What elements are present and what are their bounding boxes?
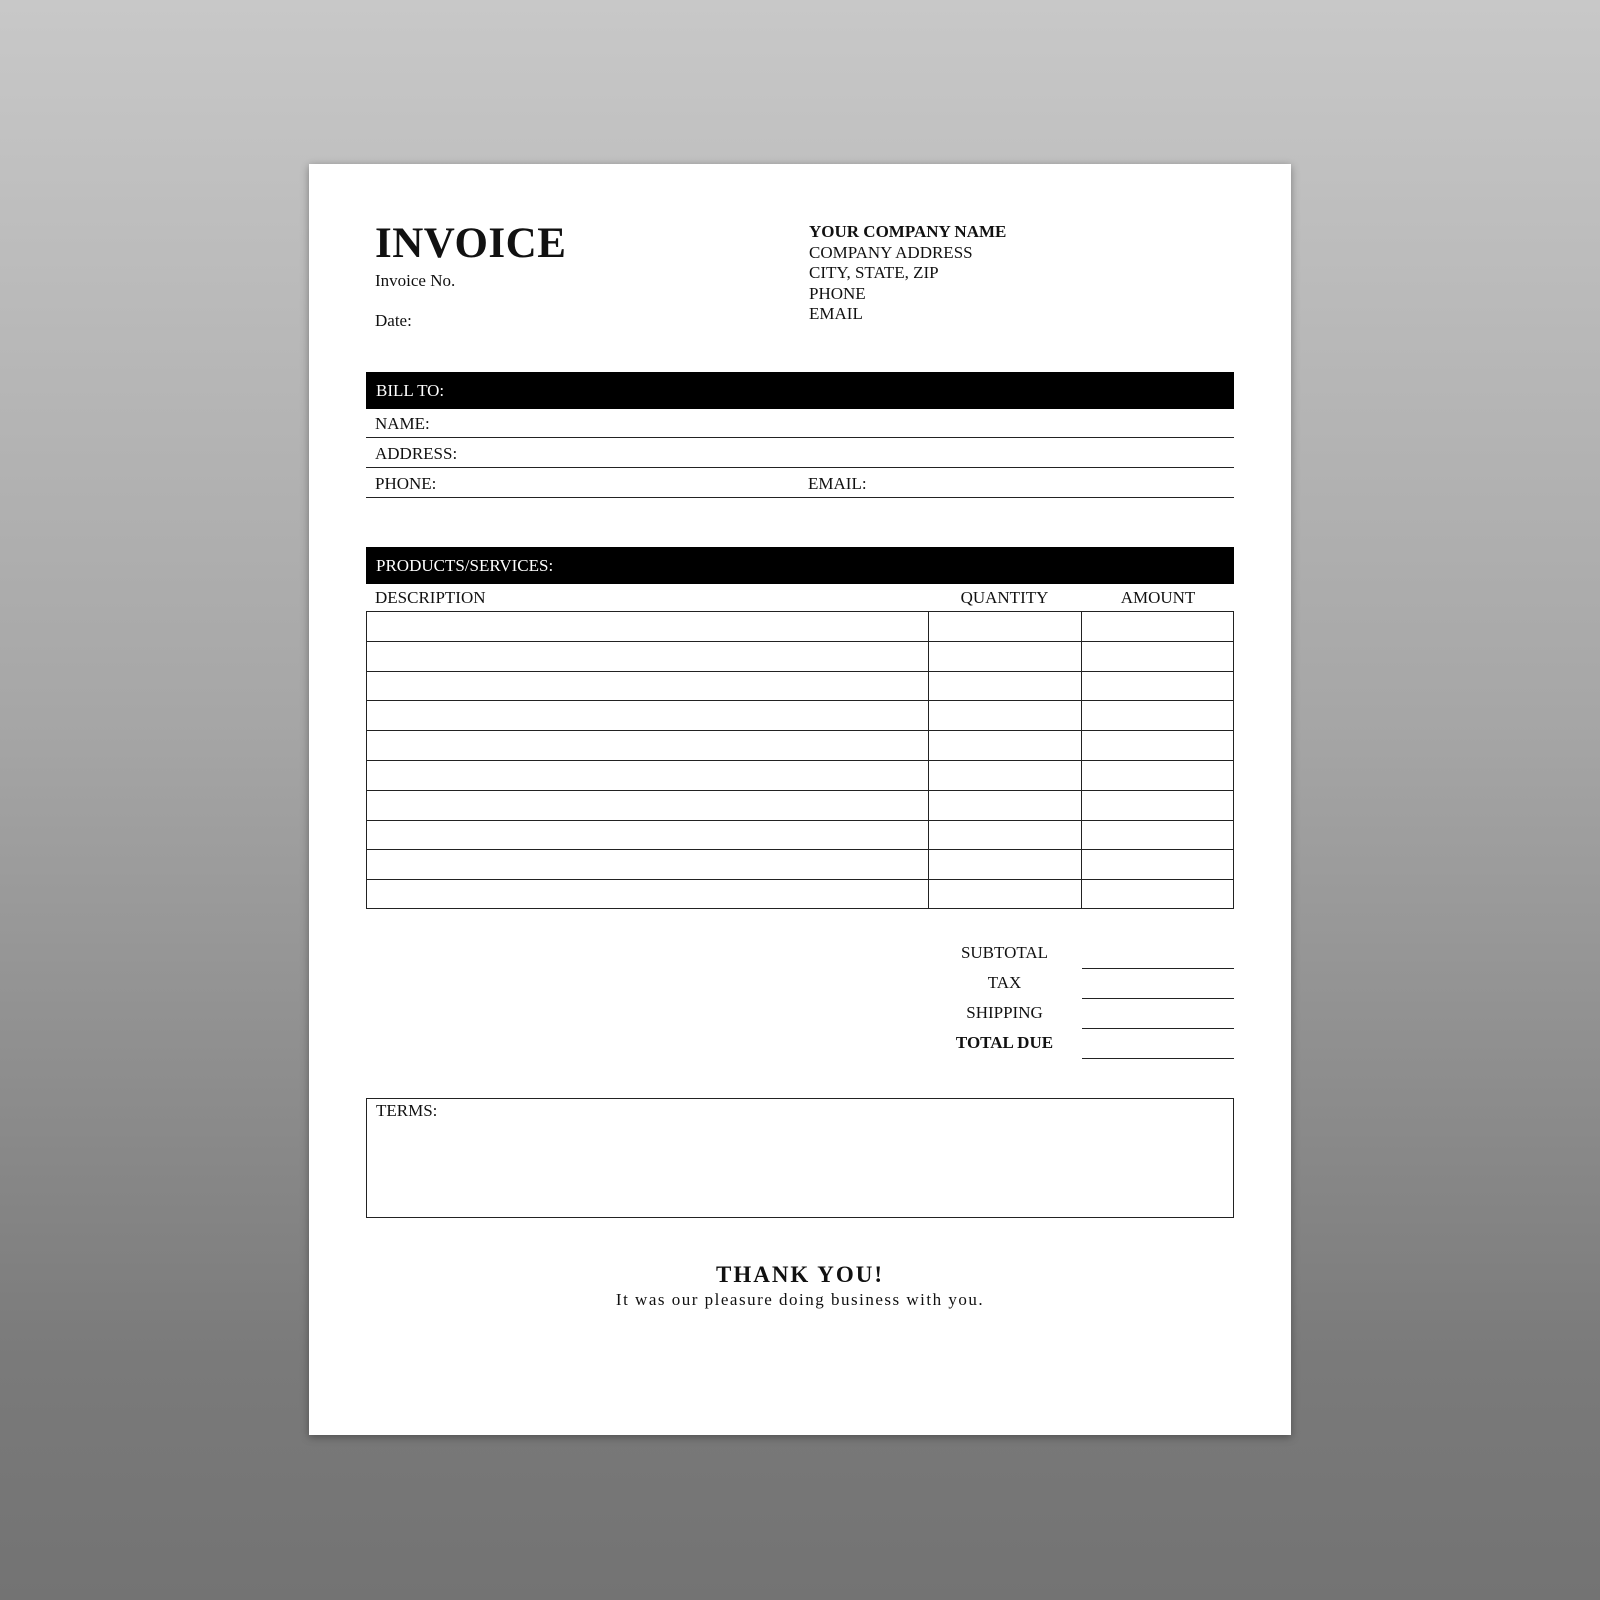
- description-cell[interactable]: [367, 880, 928, 910]
- amount-cell[interactable]: [1081, 701, 1233, 730]
- item-row: [367, 821, 1233, 851]
- thank-you-message-wrap: [309, 1291, 1291, 1310]
- tax-label: TAX: [987, 973, 1022, 992]
- company-email: EMAIL: [809, 304, 863, 323]
- bill-to-email-label: EMAIL:: [808, 474, 867, 493]
- quantity-cell[interactable]: [928, 791, 1081, 820]
- thank-you-heading: [309, 1263, 1291, 1287]
- quantity-cell[interactable]: [928, 761, 1081, 790]
- shipping-field[interactable]: [1082, 1028, 1234, 1029]
- items-table: [366, 611, 1234, 909]
- bill-to-name-label: NAME:: [375, 414, 430, 433]
- description-cell[interactable]: [367, 612, 928, 641]
- item-row: [367, 761, 1233, 791]
- item-row: [367, 672, 1233, 702]
- amount-column-header: AMOUNT: [1120, 588, 1196, 607]
- products-header: PRODUCTS/SERVICES:: [366, 547, 1234, 584]
- company-block: [809, 222, 1006, 325]
- subtotal-label: SUBTOTAL: [960, 943, 1049, 962]
- invoice-sheet: [309, 164, 1291, 1435]
- quantity-cell[interactable]: [928, 880, 1081, 910]
- quantity-column-header: QUANTITY: [960, 588, 1049, 607]
- amount-cell[interactable]: [1081, 761, 1233, 790]
- bill-to-address-row[interactable]: [366, 439, 1234, 468]
- quantity-cell[interactable]: [928, 821, 1081, 850]
- quantity-cell[interactable]: [928, 731, 1081, 760]
- quantity-cell[interactable]: [928, 701, 1081, 730]
- item-row: [367, 731, 1233, 761]
- amount-cell[interactable]: [1081, 850, 1233, 879]
- amount-cell[interactable]: [1081, 672, 1233, 701]
- terms-label: TERMS:: [376, 1101, 438, 1120]
- company-phone: PHONE: [809, 283, 866, 303]
- item-row: [367, 850, 1233, 880]
- terms-box[interactable]: [366, 1098, 1234, 1218]
- amount-cell[interactable]: [1081, 821, 1233, 850]
- amount-cell[interactable]: [1081, 642, 1233, 671]
- bill-to-phone-label: PHONE:: [375, 474, 437, 493]
- amount-cell[interactable]: [1081, 880, 1233, 910]
- shipping-label: SHIPPING: [966, 1003, 1043, 1022]
- description-cell[interactable]: [367, 850, 928, 879]
- description-cell[interactable]: [367, 642, 928, 671]
- company-city-state-zip: CITY, STATE, ZIP: [809, 263, 939, 282]
- item-row: [367, 642, 1233, 672]
- amount-cell[interactable]: [1081, 731, 1233, 760]
- description-cell[interactable]: [367, 761, 928, 790]
- thank-you-message: It was our pleasure doing business with you.: [615, 1290, 985, 1309]
- quantity-cell[interactable]: [928, 672, 1081, 701]
- amount-cell[interactable]: [1081, 612, 1233, 641]
- description-cell[interactable]: [367, 672, 928, 701]
- total-due-label: TOTAL DUE: [955, 1033, 1054, 1052]
- description-cell[interactable]: [367, 821, 928, 850]
- total-due-field[interactable]: [1082, 1058, 1234, 1059]
- bill-to-contact-row[interactable]: [366, 469, 1234, 498]
- bill-to-address-label: ADDRESS:: [375, 444, 458, 463]
- amount-cell[interactable]: [1081, 791, 1233, 820]
- tax-field[interactable]: [1082, 998, 1234, 999]
- item-row: [367, 880, 1233, 910]
- item-row: [367, 791, 1233, 821]
- quantity-cell[interactable]: [928, 850, 1081, 879]
- description-column-header: DESCRIPTION: [375, 588, 486, 607]
- description-cell[interactable]: [367, 731, 928, 760]
- item-row: [367, 701, 1233, 731]
- invoice-title: INVOICE: [375, 220, 567, 267]
- thank-you-text: THANK YOU!: [715, 1262, 884, 1287]
- bill-to-name-row[interactable]: [366, 409, 1234, 438]
- company-address: COMPANY ADDRESS: [809, 242, 973, 262]
- invoice-date-label: Date:: [375, 311, 412, 330]
- description-cell[interactable]: [367, 791, 928, 820]
- quantity-cell[interactable]: [928, 642, 1081, 671]
- company-name: YOUR COMPANY NAME: [809, 222, 1007, 241]
- item-row: [367, 612, 1233, 642]
- bill-to-header: BILL TO:: [366, 372, 1234, 409]
- quantity-cell[interactable]: [928, 612, 1081, 641]
- subtotal-field[interactable]: [1082, 968, 1234, 969]
- description-cell[interactable]: [367, 701, 928, 730]
- invoice-number-label: Invoice No.: [375, 271, 456, 290]
